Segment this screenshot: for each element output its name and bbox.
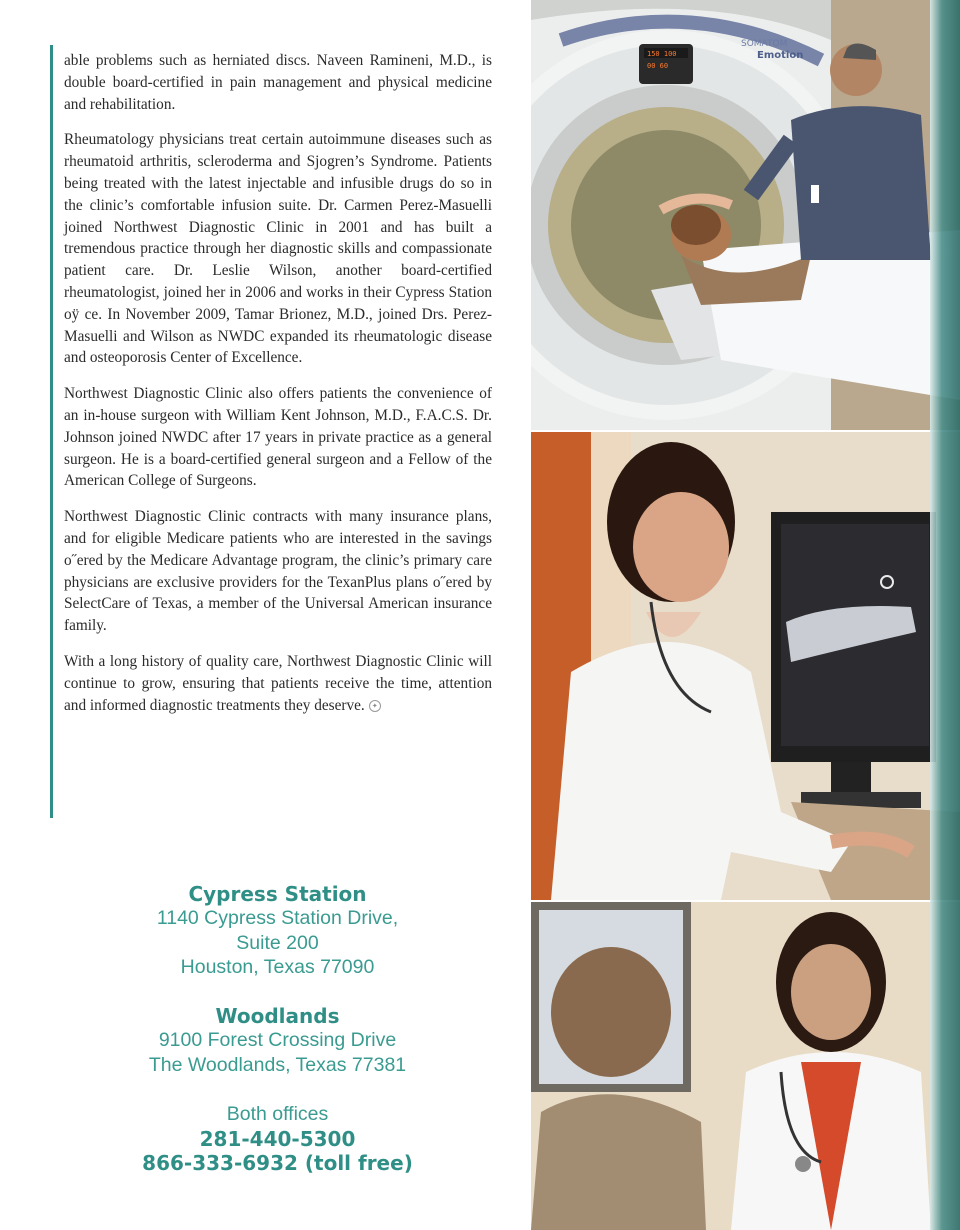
svg-text:150 100: 150 100 <box>647 50 677 58</box>
phone-tollfree: 866-333-6932 (toll free) <box>142 1150 413 1175</box>
office-woodlands <box>100 1004 455 1077</box>
photo-column <box>531 0 960 1230</box>
office-address-line: The Woodlands, Texas 77381 <box>148 1053 407 1076</box>
article-paragraph: Northwest Diagnostic Clinic contracts with many insurance plans, and for eligible Medicare patients who are interested in the savings o˝ered by the Medicare Advantage program, the clinic’s primary care physicians are exclusive providers for the TexanPlus plans o˝ered by SelectCare of Texas, a member of the Universal American insurance family. <box>64 508 492 635</box>
accent-rule <box>50 45 53 818</box>
office-address-line: 1140 Cypress Station Drive, <box>156 907 399 929</box>
article-paragraph: able problems such as herniated discs. Naveen Ramineni, M.D., is double board-certified in pain management and physical medicine and rehabilitation. <box>64 52 492 113</box>
photo-doctor-patient <box>531 902 960 1230</box>
ct-brand-line2: Emotion <box>757 50 804 61</box>
phone-label: Both offices <box>226 1103 329 1125</box>
article-paragraph: Northwest Diagnostic Clinic also offers patients the convenience of an in-house surgeon with William Kent Johnson, M.D., F.A.C.S. Dr. Johnson joined NWDC after 17 years in private practice as a general surgeon. He is a board-certified general surgeon and a Fellow of the American College of Surgeons. <box>64 385 492 490</box>
article-paragraph-last <box>64 651 492 716</box>
svg-text:00 60: 00 60 <box>647 62 669 70</box>
photo-doctor-xray <box>531 432 960 900</box>
teal-edge-strip <box>930 0 960 1230</box>
office-name: Cypress Station <box>188 882 367 906</box>
article-paragraph-text: With a long history of quality care, Northwest Diagnostic Clinic will continue to grow, ensuring that patients receive the time, attention and informed diagnostic treatments they deserve. <box>64 652 492 714</box>
phone-main: 281-440-5300 <box>199 1126 356 1151</box>
office-address-line: Houston, Texas 77090 <box>180 956 375 978</box>
article-body <box>64 50 492 730</box>
phone-block <box>100 1102 455 1175</box>
article-paragraph: Rheumatology physicians treat certain autoimmune diseases such as rheumatoid arthritis, scleroderma and Sjogren’s Syndrome. Patients being treated with the latest injectable and infusible drugs do so in the clinic’s comfortable infusion suite. Dr. Carmen Perez-Masuelli joined Northwest Diagnostic Clinic in 2001 and has built a tremendous practice through her diagnostic skills and compassionate patient care. Dr. Leslie Wilson, another board-certified rheumatologist, joined her in 2006 and works in their Cypress Station oÿ ce. In November 2009, Tamar Brionez, M.D., joined Drs. Perez-Masuelli and Wilson as NWDC expanded its rheumatologic disease and osteoporosis Center of Excellence. <box>64 131 492 367</box>
ct-brand-line1: SOMATOM <box>741 39 788 49</box>
photo-ct-scan <box>531 0 960 430</box>
end-of-article-icon: ✦ <box>369 700 381 712</box>
office-address-line: Suite 200 <box>236 931 319 954</box>
office-name: Woodlands <box>215 1004 340 1028</box>
office-address-line: 9100 Forest Crossing Drive <box>158 1029 397 1051</box>
office-cypress-station <box>100 882 455 980</box>
